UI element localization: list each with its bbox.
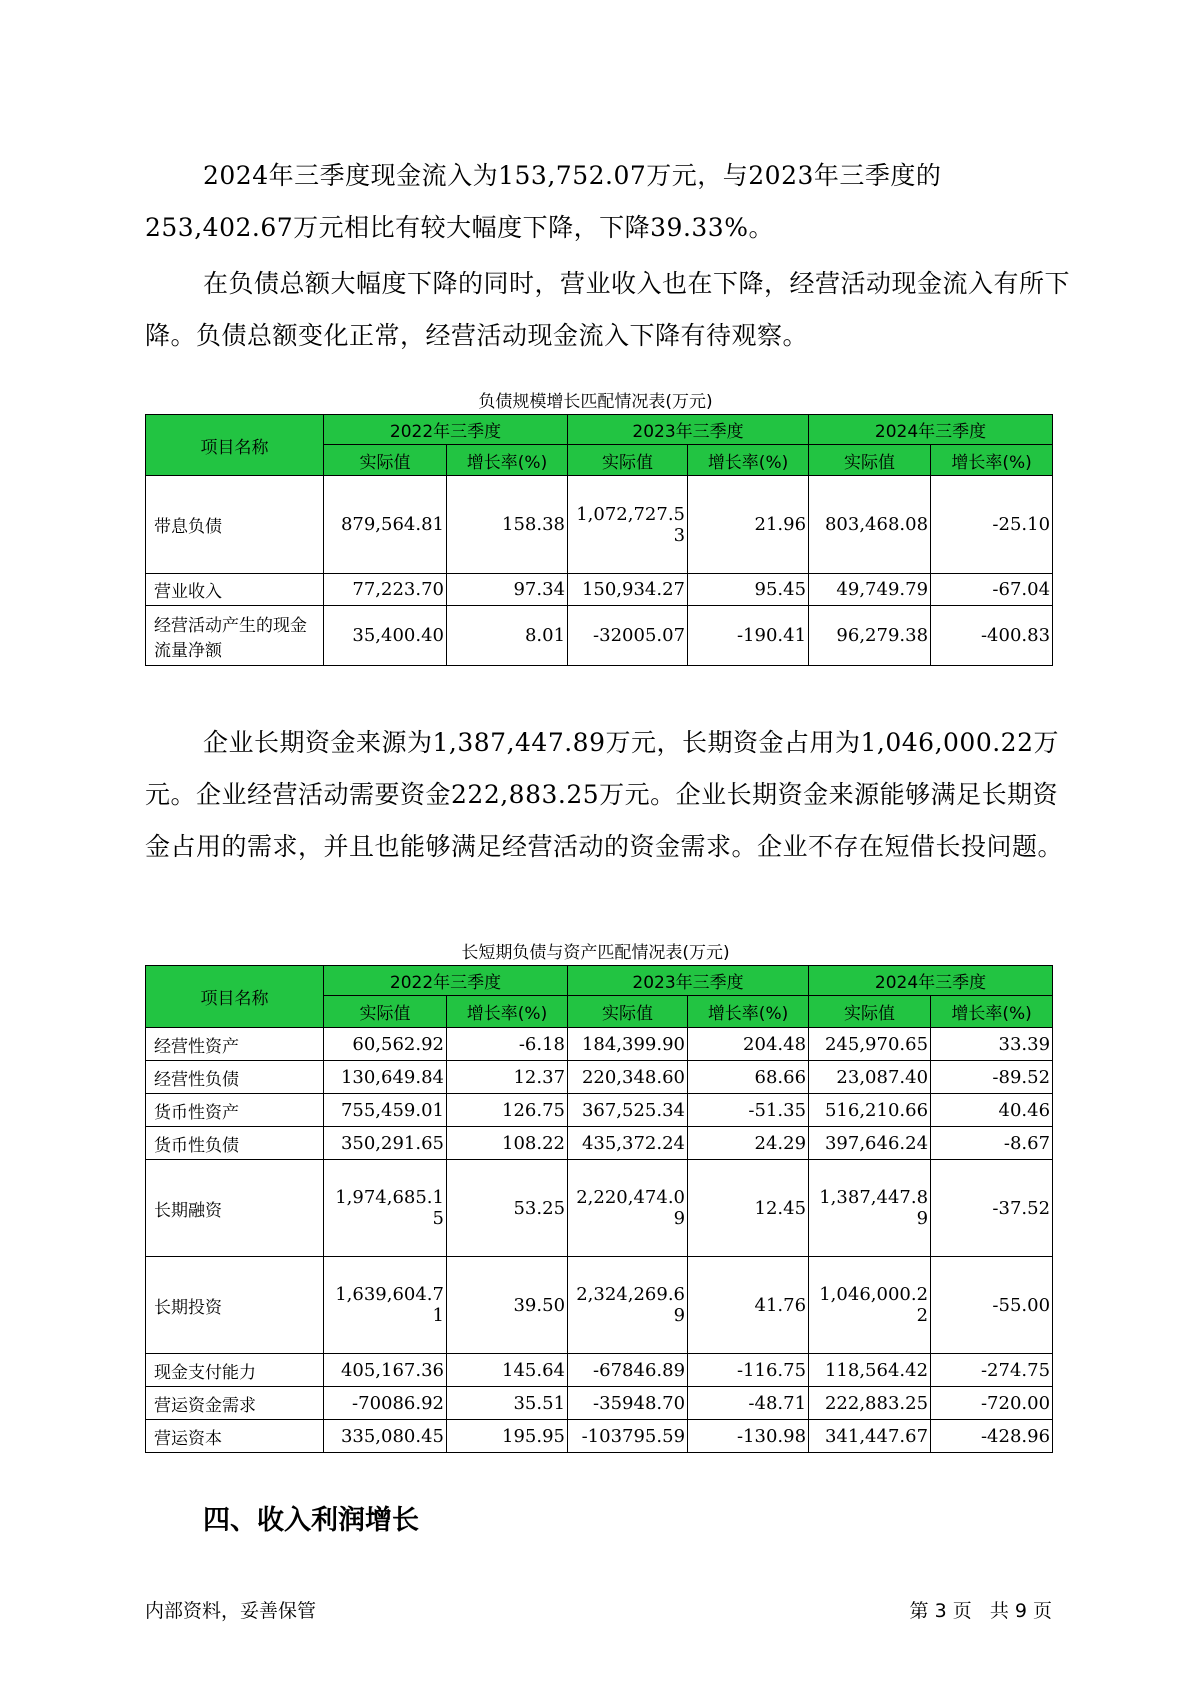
table-row (146, 1387, 1053, 1420)
header-growth: 增长率(%) (447, 996, 568, 1028)
cell-growth: -8.67 (931, 1127, 1053, 1160)
cell-value: 23,087.40 (809, 1061, 931, 1094)
cell-growth: -274.75 (931, 1354, 1053, 1387)
table-row (146, 476, 1053, 574)
cell-value: 130,649.84 (324, 1061, 447, 1094)
cell-growth: -130.98 (688, 1420, 809, 1453)
asset-liability-table (145, 965, 1053, 1453)
cell-value: 60,562.92 (324, 1028, 447, 1061)
cell-value: 2,220,474.09 (568, 1160, 688, 1257)
cell-growth: -25.10 (931, 476, 1053, 574)
paragraph-debt-decline: 在负债总额大幅度下降的同时，营业收入也在下降，经营活动现金流入有所下降。负债总额变化正常，经营活动现金流入下降有待观察。 (145, 269, 1071, 350)
row-name: 经营活动产生的现金流量净额 (146, 606, 324, 666)
cell-growth: 33.39 (931, 1028, 1053, 1061)
table-row (146, 1028, 1053, 1061)
header-growth: 增长率(%) (931, 445, 1053, 476)
cell-growth: 35.51 (447, 1387, 568, 1420)
cell-value: 367,525.34 (568, 1094, 688, 1127)
row-name: 货币性负债 (146, 1127, 324, 1160)
table1-caption: 负债规模增长匹配情况表(万元) (478, 392, 713, 412)
row-name: 长期投资 (146, 1257, 324, 1354)
row-name: 经营性负债 (146, 1061, 324, 1094)
cell-growth: 39.50 (447, 1257, 568, 1354)
cell-value: 96,279.38 (809, 606, 931, 666)
debt-growth-table (145, 414, 1053, 666)
cell-value: 516,210.66 (809, 1094, 931, 1127)
row-name: 货币性资产 (146, 1094, 324, 1127)
cell-growth: 40.46 (931, 1094, 1053, 1127)
header-period-2024: 2024年三季度 (809, 966, 1053, 996)
cell-growth: 126.75 (447, 1094, 568, 1127)
header-growth: 增长率(%) (688, 996, 809, 1028)
row-name: 营运资金需求 (146, 1387, 324, 1420)
row-name: 长期融资 (146, 1160, 324, 1257)
cell-value: 1,639,604.71 (324, 1257, 447, 1354)
table-row (146, 1127, 1053, 1160)
cell-value: -32005.07 (568, 606, 688, 666)
table-row (146, 606, 1053, 666)
header-growth: 增长率(%) (447, 445, 568, 476)
cell-growth: -67.04 (931, 574, 1053, 606)
header-item-name: 项目名称 (146, 966, 324, 1028)
cell-value: -103795.59 (568, 1420, 688, 1453)
header-actual: 实际值 (568, 996, 688, 1028)
row-name: 经营性资产 (146, 1028, 324, 1061)
footer-confidential-note: 内部资料，妥善保管 (145, 1600, 317, 1622)
cell-value: 1,974,685.15 (324, 1160, 447, 1257)
cell-growth: 41.76 (688, 1257, 809, 1354)
cell-growth: 145.64 (447, 1354, 568, 1387)
cell-value: -67846.89 (568, 1354, 688, 1387)
section-heading: 四、收入利润增长 (203, 1505, 419, 1536)
cell-growth: 53.25 (447, 1160, 568, 1257)
header-growth: 增长率(%) (931, 996, 1053, 1028)
cell-growth: -720.00 (931, 1387, 1053, 1420)
cell-value: -35948.70 (568, 1387, 688, 1420)
cell-growth: 195.95 (447, 1420, 568, 1453)
cell-growth: 97.34 (447, 574, 568, 606)
cell-value: 1,387,447.89 (809, 1160, 931, 1257)
cell-growth: 158.38 (447, 476, 568, 574)
header-actual: 实际值 (809, 445, 931, 476)
cell-value: 397,646.24 (809, 1127, 931, 1160)
cell-growth: -37.52 (931, 1160, 1053, 1257)
header-actual: 实际值 (324, 445, 447, 476)
header-period-2024: 2024年三季度 (809, 415, 1053, 445)
header-period-2022: 2022年三季度 (324, 966, 568, 996)
table-row (146, 1061, 1053, 1094)
table-row (146, 1160, 1053, 1257)
row-name: 营业收入 (146, 574, 324, 606)
row-name: 营运资本 (146, 1420, 324, 1453)
table-row (146, 1420, 1053, 1453)
cell-value: 35,400.40 (324, 606, 447, 666)
cell-growth: 8.01 (447, 606, 568, 666)
cell-growth: 12.45 (688, 1160, 809, 1257)
table-row (146, 1257, 1053, 1354)
header-item-name: 项目名称 (146, 415, 324, 476)
cell-value: 118,564.42 (809, 1354, 931, 1387)
cell-growth: -400.83 (931, 606, 1053, 666)
table-row (146, 1354, 1053, 1387)
header-growth: 增长率(%) (688, 445, 809, 476)
cell-value: 335,080.45 (324, 1420, 447, 1453)
header-actual: 实际值 (568, 445, 688, 476)
header-period-2022: 2022年三季度 (324, 415, 568, 445)
cell-growth: -48.71 (688, 1387, 809, 1420)
cell-value: 435,372.24 (568, 1127, 688, 1160)
table2-caption: 长短期负债与资产匹配情况表(万元) (461, 943, 730, 963)
cell-value: 405,167.36 (324, 1354, 447, 1387)
cell-value: 879,564.81 (324, 476, 447, 574)
cell-value: 220,348.60 (568, 1061, 688, 1094)
footer-page-number: 第 3 页 共 9 页 (909, 1600, 1052, 1622)
cell-growth: 24.29 (688, 1127, 809, 1160)
cell-growth: -116.75 (688, 1354, 809, 1387)
cell-growth: -190.41 (688, 606, 809, 666)
cell-growth: -51.35 (688, 1094, 809, 1127)
cell-value: 222,883.25 (809, 1387, 931, 1420)
cell-value: 150,934.27 (568, 574, 688, 606)
cell-growth: 108.22 (447, 1127, 568, 1160)
cell-growth: 204.48 (688, 1028, 809, 1061)
table-row (146, 574, 1053, 606)
row-name: 现金支付能力 (146, 1354, 324, 1387)
cell-growth: 12.37 (447, 1061, 568, 1094)
row-name: 带息负债 (146, 476, 324, 574)
cell-growth: 95.45 (688, 574, 809, 606)
header-actual: 实际值 (324, 996, 447, 1028)
cell-value: 77,223.70 (324, 574, 447, 606)
cell-growth: -55.00 (931, 1257, 1053, 1354)
header-period-2023: 2023年三季度 (568, 415, 809, 445)
cell-value: 49,749.79 (809, 574, 931, 606)
cell-value: 755,459.01 (324, 1094, 447, 1127)
cell-growth: 21.96 (688, 476, 809, 574)
cell-value: 1,072,727.53 (568, 476, 688, 574)
cell-value: -70086.92 (324, 1387, 447, 1420)
paragraph-long-term-funding: 企业长期资金来源为1,387,447.89万元，长期资金占用为1,046,000.22万元。企业经营活动需要资金222,883.25万元。企业长期资金来源能够满足长期资金占用的需求，并且也能够满足经营活动的资金需求。企业不存在短借长投问题。 (145, 728, 1064, 861)
cell-growth: -89.52 (931, 1061, 1053, 1094)
header-actual: 实际值 (809, 996, 931, 1028)
table-row (146, 1094, 1053, 1127)
cell-value: 341,447.67 (809, 1420, 931, 1453)
cell-value: 1,046,000.22 (809, 1257, 931, 1354)
cell-growth: -6.18 (447, 1028, 568, 1061)
cell-value: 184,399.90 (568, 1028, 688, 1061)
cell-growth: -428.96 (931, 1420, 1053, 1453)
cell-value: 2,324,269.69 (568, 1257, 688, 1354)
cell-value: 803,468.08 (809, 476, 931, 574)
header-period-2023: 2023年三季度 (568, 966, 809, 996)
cell-growth: 68.66 (688, 1061, 809, 1094)
paragraph-cash-inflow: 2024年三季度现金流入为153,752.07万元，与2023年三季度的253,402.67万元相比有较大幅度下降，下降39.33%。 (145, 161, 942, 242)
cell-value: 245,970.65 (809, 1028, 931, 1061)
cell-value: 350,291.65 (324, 1127, 447, 1160)
